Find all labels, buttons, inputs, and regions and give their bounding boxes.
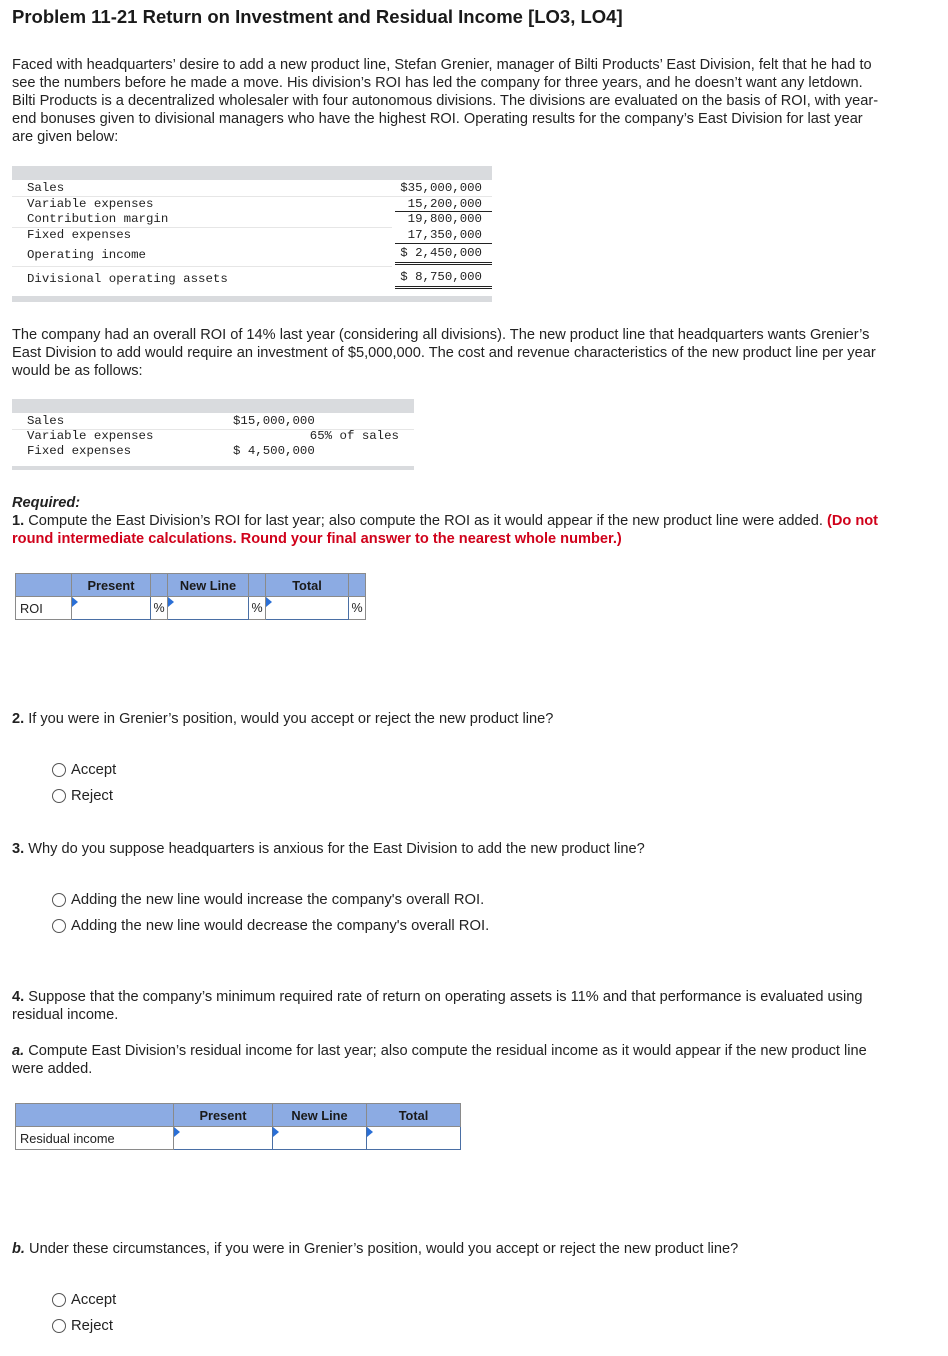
question-text: residual income.	[12, 1007, 119, 1023]
roi-new-line-input[interactable]	[168, 597, 249, 620]
page-title: Problem 11-21 Return on Investment and Residual Income [LO3, LO4]	[12, 6, 623, 27]
roi-present-input[interactable]	[72, 597, 151, 620]
option-label: Accept	[71, 1292, 117, 1308]
instruction-note: round intermediate calculations. Round your final answer to the nearest whole number.)	[12, 531, 622, 547]
question-number: 3.	[12, 841, 25, 857]
ri-total-input[interactable]	[367, 1127, 461, 1150]
row-label: Variable expenses	[27, 197, 154, 211]
question-text: Why do you suppose headquarters is anxious for the East Division to add the new product line?	[24, 841, 645, 857]
question-2	[12, 710, 946, 728]
question-3	[12, 840, 946, 858]
option-label: Adding the new line would increase the company's overall ROI.	[71, 892, 485, 908]
para-line: The company had an overall ROI of 14% last year (considering all divisions). The new product line that headquarters wants Grenier’s	[12, 327, 870, 343]
row-label: Sales	[27, 414, 65, 428]
row-value: $15,000,000	[233, 414, 315, 428]
question-text: Suppose that the company’s minimum required rate of return on operating assets is 11% and that performance is evaluated using	[24, 989, 863, 1005]
question-1	[12, 512, 946, 530]
q4b-reject-option[interactable]	[52, 1318, 113, 1334]
row-value: 17,350,000	[407, 228, 482, 242]
option-label: Adding the new line would decrease the company's overall ROI.	[71, 918, 490, 934]
row-label: Divisional operating assets	[27, 272, 228, 286]
roi-answer-table	[15, 573, 366, 620]
intro-line: see the numbers before he made a move. His division’s ROI has led the company for three years, and he doesn’t want any letdown.	[12, 75, 863, 91]
row-label: Fixed expenses	[27, 444, 132, 458]
instruction-note: (Do not	[826, 513, 879, 529]
row-value: 65% of sales	[309, 429, 399, 443]
percent-unit: %	[249, 597, 266, 620]
q3-decrease-option[interactable]	[52, 918, 489, 934]
question-number: 2.	[12, 711, 25, 727]
roi-total-input[interactable]	[266, 597, 349, 620]
radio-button[interactable]	[52, 893, 66, 907]
row-label: Operating income	[27, 248, 146, 262]
radio-button[interactable]	[52, 763, 66, 777]
intro-line: end bonuses given to divisional managers who have the highest ROI. Operating results for the company’s East Division for last year	[12, 111, 863, 127]
ri-new-line-input[interactable]	[273, 1127, 367, 1150]
row-value: $ 4,500,000	[233, 444, 315, 458]
question-4	[12, 988, 946, 1006]
question-text: were added.	[12, 1061, 93, 1077]
question-text: If you were in Grenier’s position, would you accept or reject the new product line?	[24, 711, 554, 727]
row-value: $ 8,750,000	[400, 270, 482, 284]
row-label: Sales	[27, 181, 65, 195]
option-label: Accept	[71, 762, 117, 778]
column-header: Total	[367, 1104, 461, 1127]
row-label: Residual income	[16, 1127, 174, 1150]
option-label: Reject	[71, 1318, 113, 1334]
question-number: 1.	[12, 513, 25, 529]
question-text: Under these circumstances, if you were in Grenier’s position, would you accept or reject the new product line?	[24, 1241, 739, 1257]
ri-present-input[interactable]	[174, 1127, 273, 1150]
percent-unit: %	[349, 597, 366, 620]
question-number: b.	[12, 1241, 25, 1257]
row-label: ROI	[16, 597, 72, 620]
row-value: 19,800,000	[407, 212, 482, 226]
row-label: Fixed expenses	[27, 228, 132, 242]
row-value: 15,200,000	[407, 197, 482, 211]
column-header: Total	[266, 574, 349, 597]
question-text: Compute the East Division’s ROI for last year; also compute the ROI as it would appear if the new product line were added.	[24, 513, 823, 529]
question-number: a.	[12, 1043, 25, 1059]
row-value: $ 2,450,000	[400, 246, 482, 260]
option-label: Reject	[71, 788, 113, 804]
question-4a	[12, 1042, 946, 1060]
para-line: East Division to add would require an investment of $5,000,000. The cost and revenue characteristics of the new product line per year	[12, 345, 876, 361]
q4b-accept-option[interactable]	[52, 1292, 116, 1308]
intro-line: Bilti Products is a decentralized wholesaler with four autonomous divisions. The divisions are evaluated on the basis of ROI, with year-	[12, 93, 879, 109]
column-header: Present	[174, 1104, 273, 1127]
para-line: would be as follows:	[12, 363, 143, 379]
row-label: Contribution margin	[27, 212, 169, 226]
intro-line: are given below:	[12, 129, 119, 145]
column-header: New Line	[273, 1104, 367, 1127]
required-label: Required:	[12, 495, 81, 511]
question-number: 4.	[12, 989, 25, 1005]
row-value: $35,000,000	[400, 181, 482, 195]
radio-button[interactable]	[52, 789, 66, 803]
question-4b	[12, 1240, 946, 1258]
radio-button[interactable]	[52, 1319, 66, 1333]
column-header: Present	[72, 574, 151, 597]
residual-income-answer-table	[15, 1103, 461, 1150]
intro-line: Faced with headquarters’ desire to add a new product line, Stefan Grenier, manager of Bilti Products’ East Division, felt that he had to	[12, 57, 872, 73]
q2-reject-option[interactable]	[52, 788, 113, 804]
q3-increase-option[interactable]	[52, 892, 484, 908]
q2-accept-option[interactable]	[52, 762, 116, 778]
radio-button[interactable]	[52, 919, 66, 933]
column-header: New Line	[168, 574, 249, 597]
question-text: Compute East Division’s residual income for last year; also compute the residual income as it would appear if the new product line	[24, 1043, 867, 1059]
radio-button[interactable]	[52, 1293, 66, 1307]
row-label: Variable expenses	[27, 429, 154, 443]
percent-unit: %	[151, 597, 168, 620]
